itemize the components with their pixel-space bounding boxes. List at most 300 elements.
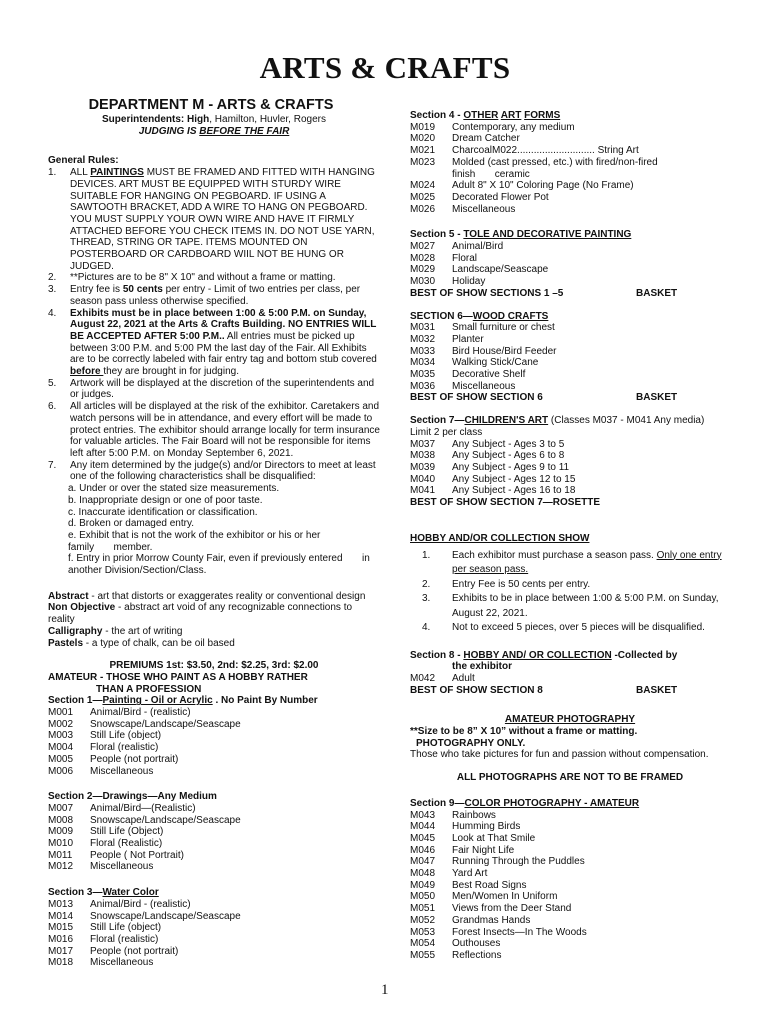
- class-description: People ( Not Portrait): [90, 849, 184, 861]
- section-5-classes: [410, 241, 730, 288]
- best-of-show-1-5-label: BEST OF SHOW SECTIONS 1 –5: [410, 287, 564, 299]
- class-description: Outhouses: [452, 938, 501, 950]
- class-description: Snowscape/Landscape/Seascape: [90, 814, 241, 826]
- department-heading: DEPARTMENT M - ARTS & CRAFTS: [88, 97, 334, 113]
- best-of-show-8-award: BASKET: [636, 684, 678, 696]
- class-description: Yard Art: [452, 868, 488, 880]
- class-code: M013: [48, 898, 74, 910]
- class-code: M009: [48, 826, 74, 838]
- class-row: [410, 334, 730, 346]
- class-row: [410, 845, 730, 857]
- rule-text: [70, 167, 380, 272]
- rule-text-segment: MUST BE FRAMED AND FITTED WITH HANGING DEVICES. ART MUST BE EQUIPPED WITH STURDY WIRE SUITABLE FOR HANGING ON PEGBOARD. IF USING A SAWTOOTH BRACKET, ADD A WIRE TO HANG ON PEGBOARD. YOU MUST SUPPLY YOUR OWN WIRE AND HAVE IT FIRMLY ATTACHED BEFORE YOU CHECK ITEMS IN. DO NOT USE YARN, THREAD, STRING OR TAPE. ITEMS MOUNTED ON POSTERBOARD OR CARDBOARD WIIL NOT BE HUNG OR JUDGED.: [70, 167, 375, 272]
- section-7-title: CHILDREN'S ART: [464, 415, 549, 427]
- class-row: [48, 850, 380, 862]
- section-6-heading: [410, 311, 730, 323]
- best-of-show-6-label: BEST OF SHOW SECTION 6: [410, 392, 543, 404]
- section-7-classes: [410, 439, 730, 498]
- class-row: [410, 474, 730, 486]
- rule-item: [48, 284, 380, 307]
- rule-text-segment: they are brought in for judging.: [103, 366, 239, 378]
- class-description: Holiday: [452, 276, 486, 288]
- section-7-note: (Classes M037 - M041 Any media): [548, 415, 705, 427]
- class-code: M041: [410, 485, 436, 497]
- class-code: M001: [48, 707, 74, 719]
- class-description: Best Road Signs: [452, 879, 527, 891]
- class-description: Views from the Deer Stand: [452, 903, 572, 915]
- section-4-classes: [410, 122, 730, 216]
- class-row: [48, 899, 380, 911]
- class-row: [48, 934, 380, 946]
- hobby-rule-number: 3.: [422, 593, 431, 604]
- best-of-show-1-5: [410, 288, 730, 300]
- definition-item: [48, 602, 380, 625]
- hobby-rule: [410, 621, 730, 636]
- rule-text: [70, 272, 380, 284]
- section-7-limit: Limit 2 per class: [410, 426, 483, 438]
- class-row: [410, 192, 730, 204]
- rule-number: 4.: [48, 307, 57, 319]
- class-code: M007: [48, 802, 74, 814]
- class-description: Still Life (object): [90, 922, 162, 934]
- class-row: [410, 122, 730, 134]
- amateur-line-1: AMATEUR - THOSE WHO PAINT AS A HOBBY RATHER: [48, 671, 308, 683]
- class-description: Running Through the Puddles: [452, 856, 585, 868]
- class-row: [410, 821, 730, 833]
- class-row: [410, 253, 730, 265]
- superintendents-line: [48, 114, 380, 126]
- class-description: Animal/Bird: [452, 241, 504, 253]
- class-code: M048: [410, 868, 436, 880]
- section-6-title: WOOD CRAFTS: [472, 310, 549, 322]
- section-8-heading: [410, 650, 730, 662]
- photo-size-rule: **Size to be 8” X 10” without a frame or matting.: [410, 726, 638, 738]
- section-5-prefix: Section 5 -: [410, 229, 464, 241]
- section-2-classes: [48, 803, 380, 873]
- section-1-title: Painting - Oil or Acrylic: [102, 695, 213, 707]
- rule-text-segment: per entry - Limit of two entries per class, per season pass unless otherwise specified.: [70, 284, 361, 307]
- class-description: Any Subject - Ages 3 to 5: [452, 438, 565, 450]
- class-description: Animal/Bird—(Realistic): [90, 802, 196, 814]
- class-row: [410, 157, 730, 180]
- class-row: [410, 833, 730, 845]
- class-description: Adult 8" X 10" Coloring Page (No Frame): [452, 180, 634, 192]
- class-description: Miscellaneous: [452, 203, 516, 215]
- class-row: [410, 880, 730, 892]
- section-3-title: Water Color: [102, 887, 159, 899]
- class-code: M046: [410, 844, 436, 856]
- class-row: [410, 891, 730, 903]
- class-code: M017: [48, 945, 74, 957]
- rule-text-segment: Exhibits must be in place between 1:00 & 5:00 P.M. on Sunday, August 22, 2021 at the Arts & Crafts Building. NO ENTRIES WILL BE ACCEPTED AFTER 5:00 P.M..: [70, 307, 377, 342]
- class-description: Landscape/Seascape: [452, 264, 549, 276]
- hobby-rule: [410, 549, 730, 578]
- class-description: Any Subject - Ages 9 to 11: [452, 461, 570, 473]
- photo-only-rule: PHOTOGRAPHY ONLY.: [416, 737, 526, 749]
- definition-item: [48, 638, 380, 650]
- class-row: [48, 707, 380, 719]
- class-row: [48, 911, 380, 923]
- best-of-show-8: [410, 685, 730, 697]
- class-row: [410, 180, 730, 192]
- section-4-title-1: OTHER: [463, 110, 499, 121]
- class-row: [410, 938, 730, 950]
- class-code: M052: [410, 914, 436, 926]
- section-6-classes: [410, 322, 730, 392]
- best-of-show-6-award: BASKET: [636, 392, 678, 404]
- rule-text: [70, 378, 380, 401]
- class-code: M037: [410, 438, 436, 450]
- class-code: M051: [410, 903, 436, 915]
- general-rules-list: [48, 167, 380, 483]
- section-4-title-3: FORMS: [524, 110, 561, 121]
- class-code: M027: [410, 241, 436, 253]
- rule-text-segment: All entries must be picked up between 3:00 P.M. and 5:00 PM the last day of the Fair. All Exhibits are to be correctly labeled with fair entry tag and bottom stub covered: [70, 330, 377, 366]
- definition-term: Non Objective: [48, 602, 116, 614]
- section-9-title: COLOR PHOTOGRAPHY - AMATEUR: [464, 797, 640, 809]
- class-row: [410, 462, 730, 474]
- class-description: Humming Birds: [452, 821, 521, 833]
- class-description: Contemporary, any medium: [452, 121, 575, 133]
- superintendents-label: Superintendents: High: [102, 114, 210, 125]
- section-3-classes: [48, 899, 380, 969]
- class-row: [410, 439, 730, 451]
- rule-item: [48, 308, 380, 378]
- section-4-title-2: ART: [500, 110, 522, 121]
- hobby-rule: [410, 592, 730, 621]
- class-row: [410, 915, 730, 927]
- class-code: M002: [48, 718, 74, 730]
- rule-number: 7.: [48, 459, 57, 471]
- left-column: [48, 96, 380, 969]
- class-row: [410, 381, 730, 393]
- class-description: Reflections: [452, 949, 502, 961]
- class-code: M039: [410, 461, 436, 473]
- definition-text: - a type of chalk, can be oil based: [83, 637, 235, 649]
- class-row: [48, 922, 380, 934]
- amateur-photography-heading: AMATEUR PHOTOGRAPHY: [504, 714, 636, 726]
- rule-text-segment: ALL: [70, 167, 91, 179]
- class-code: M036: [410, 380, 436, 392]
- class-code: M049: [410, 879, 436, 891]
- rule-text: [70, 401, 380, 460]
- hobby-rule: [410, 578, 730, 593]
- class-description: Adult: [452, 672, 475, 684]
- hobby-rule-text-segment: Exhibits to be in place between 1:00 & 5:00 P.M. on Sunday, August 22, 2021.: [452, 593, 719, 619]
- class-row: [410, 903, 730, 915]
- class-description: Planter: [452, 333, 484, 345]
- class-code: M055: [410, 949, 436, 961]
- class-row: [410, 868, 730, 880]
- class-code: M031: [410, 322, 436, 334]
- class-description: Rainbows: [452, 809, 496, 821]
- definition-term: Calligraphy: [48, 625, 103, 637]
- class-description: Men/Women In Uniform: [452, 891, 558, 903]
- judging-note-text: JUDGING IS: [138, 125, 200, 137]
- class-code: M050: [410, 891, 436, 903]
- class-code: M020: [410, 133, 436, 145]
- class-row: [410, 357, 730, 369]
- class-description: Snowscape/Landscape/Seascape: [90, 718, 241, 730]
- class-description: Small furniture or chest: [452, 322, 555, 334]
- rule-text-segment: 50 cents: [122, 284, 163, 296]
- class-description: Miscellaneous: [452, 380, 516, 392]
- class-code: M003: [48, 730, 74, 742]
- best-of-show-8-label: BEST OF SHOW SECTION 8: [410, 684, 543, 696]
- class-code: M024: [410, 180, 436, 192]
- definition-text: - abstract art void of any recognizable connections to reality: [48, 602, 353, 626]
- class-description: Grandmas Hands: [452, 914, 531, 926]
- class-description: People (not portrait): [90, 753, 179, 765]
- class-row: [48, 826, 380, 838]
- class-code: M019: [410, 121, 436, 133]
- class-code: M042: [410, 672, 436, 684]
- class-code: M018: [48, 957, 74, 969]
- class-description: Floral (realistic): [90, 742, 159, 754]
- class-code: M044: [410, 821, 436, 833]
- class-row: [410, 450, 730, 462]
- hobby-rule-text-segment: Each exhibitor must purchase a season pass.: [452, 549, 657, 561]
- class-description: Miscellaneous: [90, 957, 154, 969]
- rule-text-segment: All articles will be displayed at the risk of the exhibitor. Caretakers and watch persons will be in attendance, and every effort will be made to protect entries. The exhibitor should arrange locally for term insurance for valuable articles. The Fair Board will not be responsible for items left after 5:00 P.M. on Monday September 6, 2021.: [70, 401, 380, 459]
- definition-item: [48, 591, 380, 603]
- class-code: M038: [410, 450, 436, 462]
- section-8-prefix: Section 8 -: [410, 649, 464, 661]
- class-row: [410, 204, 730, 216]
- rule-text-segment: **Pictures are to be 8" X 10" and without a frame or matting.: [70, 272, 336, 284]
- class-description: Snowscape/Landscape/Seascape: [90, 910, 241, 922]
- class-code: M028: [410, 252, 436, 264]
- class-row: [410, 346, 730, 358]
- class-row: [410, 485, 730, 497]
- class-code: M006: [48, 765, 74, 777]
- class-description: Miscellaneous: [90, 765, 154, 777]
- class-code: M034: [410, 357, 436, 369]
- photo-frame-note: ALL PHOTOGRAPHS ARE NOT TO BE FRAMED: [456, 772, 684, 784]
- hobby-rule-underlined: Only one entry per season pass.: [452, 549, 722, 575]
- class-description: Dream Catcher: [452, 133, 520, 145]
- hobby-rule-text: [452, 592, 730, 621]
- judging-note-underlined: BEFORE THE FAIR: [199, 125, 290, 137]
- class-code: M014: [48, 910, 74, 922]
- class-row: [410, 927, 730, 939]
- definition-item: [48, 626, 380, 638]
- section-4-prefix: Section 4 -: [410, 110, 464, 121]
- rule-text-segment: Artwork will be displayed at the discretion of the superintendents and or judges.: [70, 377, 375, 401]
- rule-text: [70, 460, 380, 483]
- section-4-heading: [410, 110, 730, 122]
- best-of-show-6: [410, 392, 730, 404]
- amateur-line-2: THAN A PROFESSION: [96, 683, 202, 695]
- class-row: [410, 369, 730, 381]
- class-code: M025: [410, 191, 436, 203]
- class-code: M035: [410, 369, 436, 381]
- rule-text-segment: before: [70, 366, 104, 378]
- class-code: M021: [410, 145, 436, 157]
- disqualification-item: c. Inaccurate identification or classification.: [68, 506, 258, 518]
- class-row: [410, 810, 730, 822]
- hobby-rules-list: [410, 549, 730, 636]
- class-row: [410, 133, 730, 145]
- class-description: Floral (Realistic): [90, 838, 163, 850]
- class-description: People (not portrait): [90, 945, 179, 957]
- section-8-title: HOBBY AND/ OR COLLECTION: [463, 649, 612, 661]
- class-description: Any Subject - Ages 12 to 15: [452, 473, 576, 485]
- class-code: M015: [48, 922, 74, 934]
- section-9-prefix: Section 9—: [410, 797, 465, 809]
- class-row: [48, 838, 380, 850]
- class-description: Floral: [452, 252, 478, 264]
- rule-number: 3.: [48, 284, 57, 296]
- section-5-title: TOLE AND DECORATIVE PAINTING: [463, 229, 632, 241]
- section-9-heading: [410, 798, 730, 810]
- class-code: M043: [410, 809, 436, 821]
- rule-item: [48, 167, 380, 272]
- section-3-prefix: Section 3—: [48, 887, 103, 899]
- class-description: Decorated Flower Pot: [452, 191, 549, 203]
- class-description: Animal/Bird - (realistic): [90, 898, 191, 910]
- class-code: M016: [48, 934, 74, 945]
- photo-description: Those who take pictures for fun and passion without compensation.: [410, 749, 709, 761]
- class-description: Any Subject - Ages 16 to 18: [452, 485, 576, 497]
- section-7-prefix: Section 7—: [410, 415, 465, 427]
- class-row: [48, 730, 380, 742]
- disqualification-item: d. Broken or damaged entry.: [68, 518, 194, 530]
- class-row: [48, 766, 380, 778]
- definition-term: Abstract: [48, 590, 89, 602]
- rule-number: 2.: [48, 272, 57, 284]
- class-description: Decorative Shelf: [452, 369, 526, 381]
- class-description: Any Subject - Ages 6 to 8: [452, 450, 565, 462]
- general-rules-heading: General Rules:: [48, 155, 119, 167]
- definitions: [48, 591, 380, 650]
- page-number: 1: [381, 982, 389, 998]
- disqualification-item: e. Exhibit that is not the work of the exhibitor or his or her family member.: [68, 529, 321, 553]
- hobby-rule-text: [452, 549, 730, 578]
- section-1-classes: [48, 707, 380, 777]
- class-description: Still Life (object): [90, 730, 162, 742]
- class-description: CharcoalM022............................ String Art: [452, 145, 639, 157]
- class-code: M040: [410, 473, 436, 485]
- page-title: ARTS & CRAFTS: [259, 50, 511, 85]
- class-code: M032: [410, 333, 436, 345]
- definition-text: - the art of writing: [102, 625, 183, 637]
- section-1-heading: [48, 695, 380, 707]
- section-9-classes: [410, 810, 730, 962]
- class-row: [410, 276, 730, 288]
- class-description: Walking Stick/Cane: [452, 357, 539, 369]
- class-code: M053: [410, 926, 436, 938]
- best-of-show-7: BEST OF SHOW SECTION 7—ROSETTE: [410, 497, 601, 509]
- disqualification-item: a. Under or over the stated size measurements.: [68, 483, 280, 495]
- section-1-suffix: . No Paint By Number: [212, 695, 318, 707]
- hobby-rule-text: [452, 621, 730, 636]
- hobby-rule-number: 2.: [422, 578, 431, 590]
- class-row: [48, 946, 380, 958]
- hobby-rule-text-segment: Not to exceed 5 pieces, over 5 pieces will be disqualified.: [452, 622, 705, 633]
- class-row: [410, 322, 730, 334]
- disqualification-item: b. Inappropriate design or one of poor taste.: [68, 494, 263, 506]
- hobby-rule-number: 1.: [422, 549, 431, 561]
- class-row: [410, 950, 730, 962]
- hobby-show-heading: HOBBY AND/OR COLLECTION SHOW: [410, 532, 590, 544]
- section-7-heading: [410, 415, 730, 427]
- class-row: [48, 742, 380, 754]
- class-code: M047: [410, 856, 436, 868]
- rule-item: [48, 378, 380, 401]
- definition-text: - art that distorts or exaggerates reality or conventional design: [88, 590, 366, 602]
- hobby-rule-text: [452, 578, 730, 593]
- rule-text: [70, 308, 380, 378]
- hobby-rule-text-segment: Entry Fee is 50 cents per entry.: [452, 578, 591, 590]
- class-code: M008: [48, 814, 74, 826]
- section-8-suffix: -Collected by: [611, 649, 678, 661]
- class-code: M004: [48, 742, 74, 754]
- class-row: [48, 815, 380, 827]
- section-3-heading: [48, 887, 380, 899]
- rule-item: [48, 272, 380, 284]
- class-code: M011: [48, 849, 73, 861]
- class-row: [410, 264, 730, 276]
- class-row: [410, 856, 730, 868]
- class-code: M023: [410, 156, 436, 168]
- class-description: Animal/Bird - (realistic): [90, 707, 191, 719]
- class-row: [48, 754, 380, 766]
- class-code: M029: [410, 264, 436, 276]
- section-6-prefix: SECTION 6—: [410, 310, 473, 322]
- class-code: M030: [410, 276, 436, 288]
- hobby-rule-number: 4.: [422, 622, 431, 633]
- rule-text-segment: Any item determined by the judge(s) and/or Directors to meet at least one of the following characteristics shall be disqualified:: [70, 459, 376, 483]
- class-code: M033: [410, 345, 436, 357]
- class-description: Bird House/Bird Feeder: [452, 345, 557, 357]
- definition-term: Pastels: [48, 637, 84, 649]
- disqualification-item: f. Entry in prior Morrow County Fair, even if previously entered in another Division/Section/Class.: [68, 553, 370, 577]
- rule-text: [70, 284, 380, 307]
- class-row: [48, 719, 380, 731]
- superintendents-names: , Hamilton, Huvler, Rogers: [209, 114, 326, 125]
- section-1-prefix: Section 1—: [48, 695, 103, 707]
- class-row: [410, 241, 730, 253]
- class-code: M054: [410, 938, 436, 950]
- class-description: Forest Insects—In The Woods: [452, 926, 587, 938]
- rule-number: 1.: [48, 167, 57, 179]
- rule-number: 6.: [48, 401, 57, 413]
- class-description: Floral (realistic): [90, 934, 159, 945]
- rule-number: 5.: [48, 377, 57, 389]
- class-code: M010: [48, 838, 74, 850]
- class-row: [410, 145, 730, 157]
- class-row: [48, 861, 380, 873]
- class-code: M005: [48, 753, 74, 765]
- class-description: Still Life (Object): [90, 826, 164, 838]
- section-5-heading: [410, 229, 730, 241]
- premiums-line: PREMIUMS 1st: $3.50, 2nd: $2.25, 3rd: $2.00: [109, 660, 319, 672]
- class-row: [48, 957, 380, 969]
- rule-text-segment: Entry fee is: [70, 284, 123, 296]
- class-code: M026: [410, 203, 436, 215]
- class-description: Look at That Smile: [452, 832, 536, 844]
- section-8-classes: [410, 673, 730, 685]
- right-column: [410, 110, 730, 962]
- class-description: Molded (cast pressed, etc.) with fired/non-fired finish ceramic: [452, 156, 658, 180]
- class-description: Fair Night Life: [452, 844, 515, 856]
- rule-item: [48, 460, 380, 483]
- judging-note: [48, 126, 380, 138]
- class-description: Miscellaneous: [90, 861, 154, 873]
- best-of-show-1-5-award: BASKET: [636, 287, 678, 299]
- section-8-heading-line-2: the exhibitor: [452, 661, 513, 673]
